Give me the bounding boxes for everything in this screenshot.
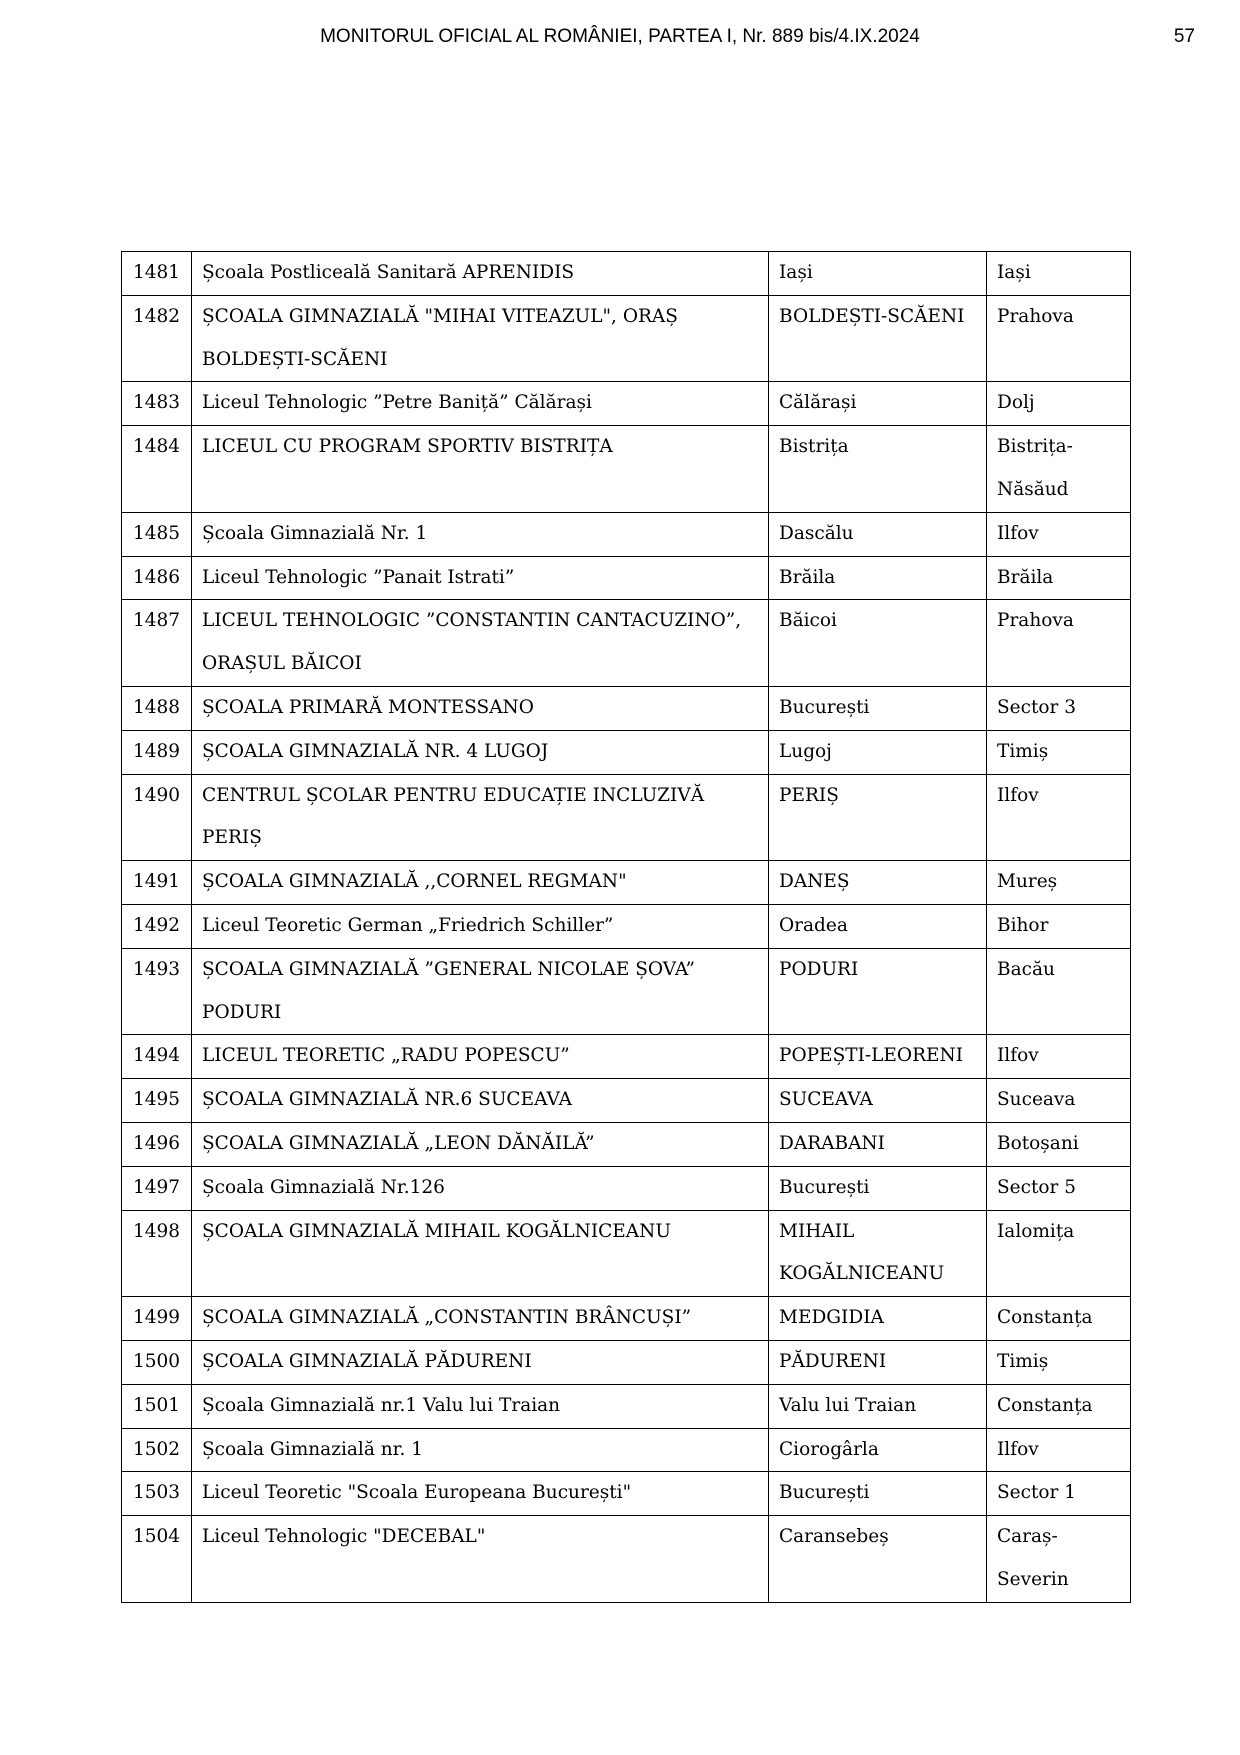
publication-title: MONITORUL OFICIAL AL ROMÂNIEI, PARTEA I, Nr. 889 bis/4.IX.2024 — [320, 26, 920, 47]
school-name: LICEUL TEORETIC „RADU POPESCU” — [192, 1035, 769, 1079]
table-row — [122, 1079, 1131, 1123]
row-number: 1492 — [122, 904, 192, 948]
row-number: 1485 — [122, 512, 192, 556]
county: Ilfov — [987, 1035, 1131, 1079]
school-name: Școala Gimnazială nr.1 Valu lui Traian — [192, 1384, 769, 1428]
county: Bihor — [987, 904, 1131, 948]
county: Constanța — [987, 1297, 1131, 1341]
row-number: 1488 — [122, 686, 192, 730]
row-number: 1487 — [122, 600, 192, 687]
table-row — [122, 1516, 1131, 1603]
row-number: 1503 — [122, 1472, 192, 1516]
school-name: ȘCOALA PRIMARĂ MONTESSANO — [192, 686, 769, 730]
locality: București — [769, 686, 987, 730]
county: Sector 1 — [987, 1472, 1131, 1516]
table-row — [122, 1297, 1131, 1341]
table-row — [122, 904, 1131, 948]
locality: Iași — [769, 252, 987, 296]
county: Botoșani — [987, 1122, 1131, 1166]
row-number: 1483 — [122, 382, 192, 426]
table-row — [122, 1428, 1131, 1472]
locality: Călărași — [769, 382, 987, 426]
row-number: 1481 — [122, 252, 192, 296]
table-row — [122, 1166, 1131, 1210]
county: Prahova — [987, 600, 1131, 687]
row-number: 1501 — [122, 1384, 192, 1428]
locality: Bistrița — [769, 426, 987, 513]
table-row — [122, 686, 1131, 730]
table-row — [122, 556, 1131, 600]
table-row — [122, 1122, 1131, 1166]
table-row — [122, 730, 1131, 774]
county: Mureș — [987, 861, 1131, 905]
row-number: 1498 — [122, 1210, 192, 1297]
school-name: ȘCOALA GIMNAZIALĂ ”GENERAL NICOLAE ȘOVA” PODURI — [192, 948, 769, 1035]
table-row — [122, 861, 1131, 905]
row-number: 1494 — [122, 1035, 192, 1079]
school-name: CENTRUL ȘCOLAR PENTRU EDUCAȚIE INCLUZIVĂ PERIȘ — [192, 774, 769, 861]
row-number: 1502 — [122, 1428, 192, 1472]
locality: Băicoi — [769, 600, 987, 687]
table-row — [122, 252, 1131, 296]
county: Ilfov — [987, 1428, 1131, 1472]
school-name: Școala Postliceală Sanitară APRENIDIS — [192, 252, 769, 296]
row-number: 1495 — [122, 1079, 192, 1123]
table-row — [122, 600, 1131, 687]
school-name: Liceul Teoretic German „Friedrich Schiller” — [192, 904, 769, 948]
county: Constanța — [987, 1384, 1131, 1428]
school-name: ȘCOALA GIMNAZIALĂ „LEON DĂNĂILĂ” — [192, 1122, 769, 1166]
row-number: 1504 — [122, 1516, 192, 1603]
table-row — [122, 1035, 1131, 1079]
county: Sector 3 — [987, 686, 1131, 730]
county: Brăila — [987, 556, 1131, 600]
page-header — [0, 22, 1240, 52]
county: Iași — [987, 252, 1131, 296]
county: Bacău — [987, 948, 1131, 1035]
table-row — [122, 512, 1131, 556]
row-number: 1499 — [122, 1297, 192, 1341]
county: Caraș-Severin — [987, 1516, 1131, 1603]
table-row — [122, 382, 1131, 426]
county: Timiș — [987, 1340, 1131, 1384]
row-number: 1497 — [122, 1166, 192, 1210]
locality: București — [769, 1166, 987, 1210]
school-name: Școala Gimnazială Nr. 1 — [192, 512, 769, 556]
school-name: Liceul Teoretic "Scoala Europeana București" — [192, 1472, 769, 1516]
county: Bistrița-Năsăud — [987, 426, 1131, 513]
row-number: 1500 — [122, 1340, 192, 1384]
schools-table-body — [122, 252, 1131, 1603]
school-name: Liceul Tehnologic ”Panait Istrati” — [192, 556, 769, 600]
county: Dolj — [987, 382, 1131, 426]
locality: MIHAIL KOGĂLNICEANU — [769, 1210, 987, 1297]
locality: Ciorogârla — [769, 1428, 987, 1472]
row-number: 1496 — [122, 1122, 192, 1166]
locality: PODURI — [769, 948, 987, 1035]
school-name: Școala Gimnazială Nr.126 — [192, 1166, 769, 1210]
row-number: 1484 — [122, 426, 192, 513]
school-name: ȘCOALA GIMNAZIALĂ MIHAIL KOGĂLNICEANU — [192, 1210, 769, 1297]
locality: Brăila — [769, 556, 987, 600]
school-name: ȘCOALA GIMNAZIALĂ NR.6 SUCEAVA — [192, 1079, 769, 1123]
row-number: 1493 — [122, 948, 192, 1035]
county: Prahova — [987, 295, 1131, 382]
locality: Caransebeș — [769, 1516, 987, 1603]
table-row — [122, 948, 1131, 1035]
county: Ialomița — [987, 1210, 1131, 1297]
county: Ilfov — [987, 774, 1131, 861]
locality: București — [769, 1472, 987, 1516]
school-name: Școala Gimnazială nr. 1 — [192, 1428, 769, 1472]
schools-table — [121, 251, 1131, 1603]
table-row — [122, 1384, 1131, 1428]
school-name: LICEUL TEHNOLOGIC ”CONSTANTIN CANTACUZINO”, ORAȘUL BĂICOI — [192, 600, 769, 687]
locality: PĂDURENI — [769, 1340, 987, 1384]
locality: Dascălu — [769, 512, 987, 556]
county: Timiș — [987, 730, 1131, 774]
school-name: LICEUL CU PROGRAM SPORTIV BISTRIȚA — [192, 426, 769, 513]
school-name: Liceul Tehnologic ”Petre Baniță” Călărași — [192, 382, 769, 426]
locality: DANEȘ — [769, 861, 987, 905]
locality: PERIȘ — [769, 774, 987, 861]
row-number: 1491 — [122, 861, 192, 905]
locality: BOLDEȘTI-SCĂENI — [769, 295, 987, 382]
county: Sector 5 — [987, 1166, 1131, 1210]
school-name: ȘCOALA GIMNAZIALĂ NR. 4 LUGOJ — [192, 730, 769, 774]
row-number: 1489 — [122, 730, 192, 774]
page-number: 57 — [1173, 26, 1195, 47]
locality: DARABANI — [769, 1122, 987, 1166]
locality: SUCEAVA — [769, 1079, 987, 1123]
county: Ilfov — [987, 512, 1131, 556]
table-row — [122, 1340, 1131, 1384]
table-row — [122, 1210, 1131, 1297]
locality: Lugoj — [769, 730, 987, 774]
school-name: ȘCOALA GIMNAZIALĂ „CONSTANTIN BRÂNCUȘI” — [192, 1297, 769, 1341]
row-number: 1486 — [122, 556, 192, 600]
locality: MEDGIDIA — [769, 1297, 987, 1341]
school-name: ȘCOALA GIMNAZIALĂ ,,CORNEL REGMAN" — [192, 861, 769, 905]
locality: Valu lui Traian — [769, 1384, 987, 1428]
row-number: 1482 — [122, 295, 192, 382]
county: Suceava — [987, 1079, 1131, 1123]
table-row — [122, 1472, 1131, 1516]
school-name: Liceul Tehnologic "DECEBAL" — [192, 1516, 769, 1603]
table-row — [122, 774, 1131, 861]
row-number: 1490 — [122, 774, 192, 861]
table-row — [122, 426, 1131, 513]
locality: Oradea — [769, 904, 987, 948]
table-row — [122, 295, 1131, 382]
locality: POPEȘTI-LEORENI — [769, 1035, 987, 1079]
school-name: ȘCOALA GIMNAZIALĂ PĂDURENI — [192, 1340, 769, 1384]
school-name: ȘCOALA GIMNAZIALĂ "MIHAI VITEAZUL", ORAȘ BOLDEȘTI-SCĂENI — [192, 295, 769, 382]
